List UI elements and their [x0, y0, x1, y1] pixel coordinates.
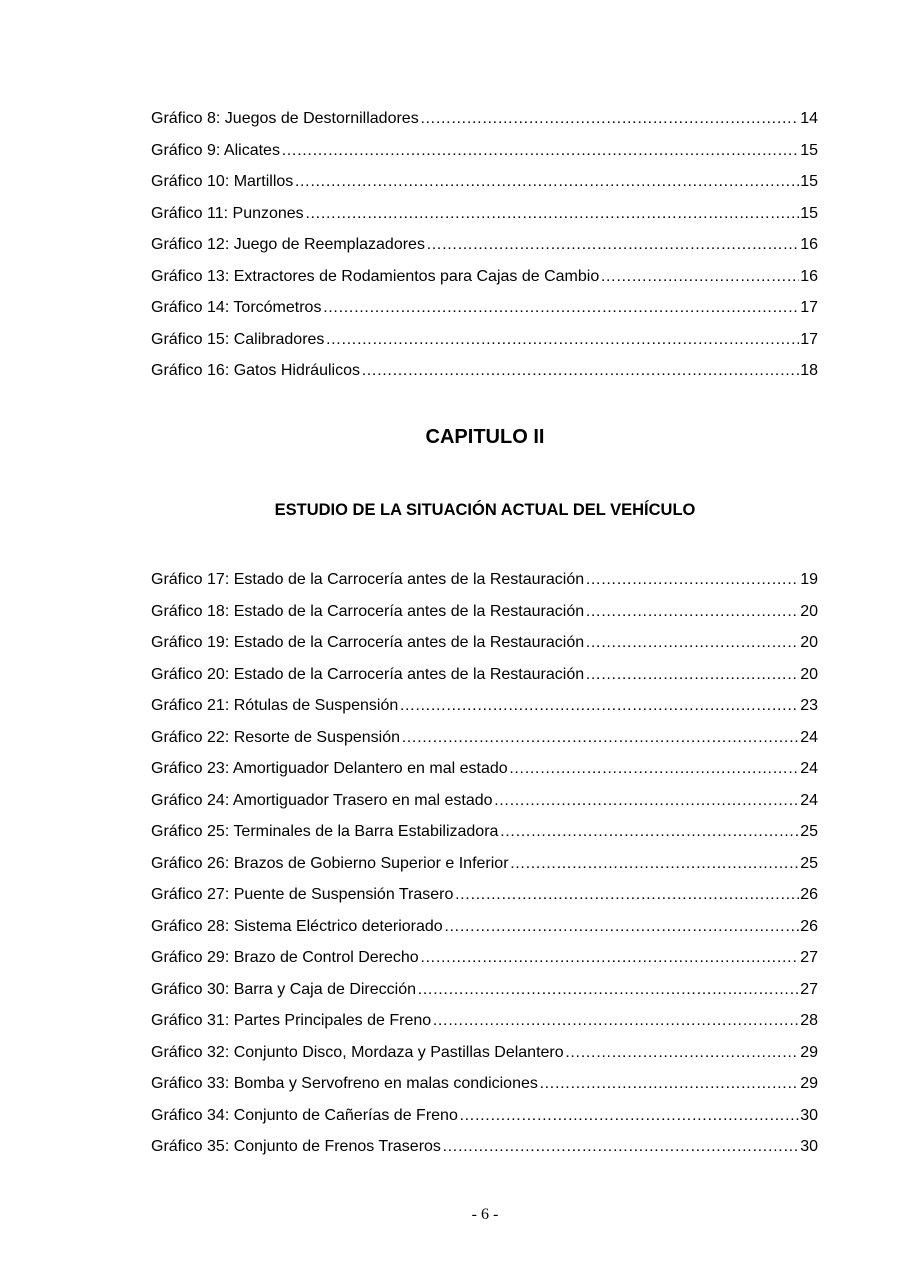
toc-dot-leader [305, 202, 800, 226]
toc-entry-page: 15 [800, 204, 818, 222]
toc-entry[interactable] [151, 631, 818, 663]
toc-entry-title: Gráfico 26: Brazos de Gobierno Superior e Inferior [151, 854, 509, 872]
toc-entry-page: 24 [800, 791, 818, 809]
toc-entry-page: 20 [800, 634, 818, 651]
toc-entry[interactable] [151, 328, 818, 360]
toc-entry-page: 16 [800, 267, 818, 285]
toc-entry-title: Gráfico 27: Puente de Suspensión Trasero [151, 886, 454, 903]
toc-entry-page: 27 [800, 980, 818, 998]
toc-entry-title: Gráfico 17: Estado de la Carrocería antes de la Restauración [151, 571, 585, 588]
toc-entry-page: 30 [800, 1138, 818, 1155]
toc-dot-leader [401, 726, 799, 750]
toc-entry[interactable] [151, 568, 818, 600]
toc-entry[interactable] [151, 1104, 818, 1136]
toc-dot-leader [426, 233, 799, 257]
toc-dot-leader [325, 328, 799, 352]
toc-list-part2 [151, 568, 818, 1167]
toc-entry-title: Gráfico 18: Estado de la Carrocería antes de la Restauración [151, 602, 585, 620]
chapter-subtitle: ESTUDIO DE LA SITUACIÓN ACTUAL DEL VEHÍCULO [274, 501, 696, 519]
toc-dot-leader [442, 1135, 799, 1159]
toc-entry-page: 17 [800, 299, 818, 316]
toc-entry-title: Gráfico 24: Amortiguador Trasero en mal estado [151, 791, 493, 809]
toc-entry-title: Gráfico 13: Extractores de Rodamientos para Cajas de Cambio [151, 267, 600, 285]
toc-entry-title: Gráfico 9: Alicates [151, 141, 280, 159]
toc-entry[interactable] [151, 789, 818, 821]
toc-entry-title: Gráfico 15: Calibradores [151, 330, 325, 348]
toc-dot-leader [454, 883, 799, 907]
toc-entry-title: Gráfico 19: Estado de la Carrocería antes de la Restauración [151, 634, 585, 651]
toc-dot-leader [399, 694, 799, 718]
toc-dot-leader [444, 915, 800, 939]
toc-entry-title: Gráfico 11: Punzones [151, 204, 304, 222]
toc-dot-leader [420, 946, 800, 970]
toc-entry-page: 26 [800, 886, 818, 903]
toc-entry-page: 15 [800, 173, 818, 190]
toc-entry[interactable] [151, 820, 818, 852]
toc-entry[interactable] [151, 978, 818, 1010]
toc-dot-leader [281, 139, 799, 163]
toc-entry[interactable] [151, 139, 818, 171]
toc-entry-title: Gráfico 30: Barra y Caja de Dirección [151, 980, 416, 998]
toc-entry-title: Gráfico 12: Juego de Reemplazadores [151, 236, 425, 253]
toc-entry[interactable] [151, 1135, 818, 1167]
toc-entry[interactable] [151, 1072, 818, 1104]
toc-entry-page: 28 [800, 1012, 818, 1029]
toc-dot-leader [420, 107, 800, 131]
toc-entry-page: 24 [800, 760, 818, 777]
toc-dot-leader [509, 757, 800, 781]
toc-entry-page: 17 [800, 330, 818, 348]
toc-dot-leader [510, 852, 800, 876]
toc-entry-page: 20 [800, 665, 818, 683]
toc-list-part1 [151, 107, 818, 391]
toc-entry[interactable] [151, 107, 818, 139]
toc-dot-leader [585, 568, 799, 592]
toc-entry-title: Gráfico 20: Estado de la Carrocería antes de la Restauración [151, 665, 585, 683]
toc-entry-title: Gráfico 32: Conjunto Disco, Mordaza y Pastillas Delantero [151, 1043, 564, 1061]
toc-entry[interactable] [151, 202, 818, 234]
page-number: - 6 - [471, 1206, 499, 1223]
toc-dot-leader [600, 265, 799, 289]
toc-entry-page: 16 [800, 236, 818, 253]
toc-entry-title: Gráfico 33: Bomba y Servofreno en malas condiciones [151, 1075, 538, 1092]
toc-entry[interactable] [151, 694, 818, 726]
toc-entry-page: 29 [800, 1075, 818, 1092]
toc-entry-title: Gráfico 8: Juegos de Destornilladores [151, 110, 419, 127]
toc-entry-title: Gráfico 35: Conjunto de Frenos Traseros [151, 1138, 441, 1155]
toc-entry-page: 30 [800, 1106, 818, 1124]
toc-entry-title: Gráfico 10: Martillos [151, 173, 294, 190]
toc-entry-page: 27 [800, 949, 818, 966]
toc-entry-title: Gráfico 22: Resorte de Suspensión [151, 728, 401, 746]
toc-dot-leader [459, 1104, 799, 1128]
toc-entry-title: Gráfico 34: Conjunto de Cañerías de Freno [151, 1106, 458, 1124]
toc-entry[interactable] [151, 663, 818, 695]
toc-entry-page: 26 [800, 917, 818, 935]
toc-entry-page: 24 [800, 728, 818, 746]
toc-entry-page: 20 [800, 602, 818, 620]
toc-entry[interactable] [151, 296, 818, 328]
toc-entry-title: Gráfico 21: Rótulas de Suspensión [151, 697, 399, 714]
toc-entry[interactable] [151, 1009, 818, 1041]
toc-entry[interactable] [151, 915, 818, 947]
toc-entry[interactable] [151, 726, 818, 758]
toc-entry[interactable] [151, 170, 818, 202]
toc-dot-leader [432, 1009, 799, 1033]
toc-dot-leader [539, 1072, 799, 1096]
toc-entry-page: 23 [800, 697, 818, 714]
toc-entry-title: Gráfico 31: Partes Principales de Freno [151, 1012, 432, 1029]
toc-dot-leader [361, 359, 799, 383]
toc-entry[interactable] [151, 359, 818, 391]
toc-entry-page: 25 [800, 823, 818, 840]
toc-dot-leader [494, 789, 800, 813]
toc-entry-title: Gráfico 28: Sistema Eléctrico deteriorado [151, 917, 443, 935]
toc-dot-leader [585, 600, 799, 624]
toc-entry-page: 18 [800, 362, 818, 379]
toc-entry-page: 29 [800, 1043, 818, 1061]
toc-dot-leader [294, 170, 799, 194]
toc-entry-page: 19 [800, 571, 818, 588]
toc-entry[interactable] [151, 852, 818, 884]
toc-entry[interactable] [151, 233, 818, 265]
chapter-title: CAPITULO II [425, 426, 545, 448]
toc-entry-title: Gráfico 16: Gatos Hidráulicos [151, 362, 360, 379]
toc-entry[interactable] [151, 600, 818, 632]
toc-entry-page: 14 [800, 110, 818, 127]
toc-entry-page: 15 [800, 141, 818, 159]
toc-dot-leader [585, 631, 799, 655]
toc-entry[interactable] [151, 1041, 818, 1073]
toc-dot-leader [565, 1041, 800, 1065]
toc-entry-title: Gráfico 29: Brazo de Control Derecho [151, 949, 419, 966]
toc-dot-leader [585, 663, 799, 687]
toc-dot-leader [322, 296, 799, 320]
toc-dot-leader [499, 820, 799, 844]
toc-entry-title: Gráfico 25: Terminales de la Barra Estabilizadora [151, 823, 499, 840]
toc-entry[interactable] [151, 265, 818, 297]
toc-entry-title: Gráfico 23: Amortiguador Delantero en mal estado [151, 760, 508, 777]
toc-entry[interactable] [151, 883, 818, 915]
toc-entry[interactable] [151, 757, 818, 789]
toc-entry-title: Gráfico 14: Torcómetros [151, 299, 322, 316]
toc-entry-page: 25 [800, 854, 818, 872]
toc-dot-leader [417, 978, 799, 1002]
toc-entry[interactable] [151, 946, 818, 978]
